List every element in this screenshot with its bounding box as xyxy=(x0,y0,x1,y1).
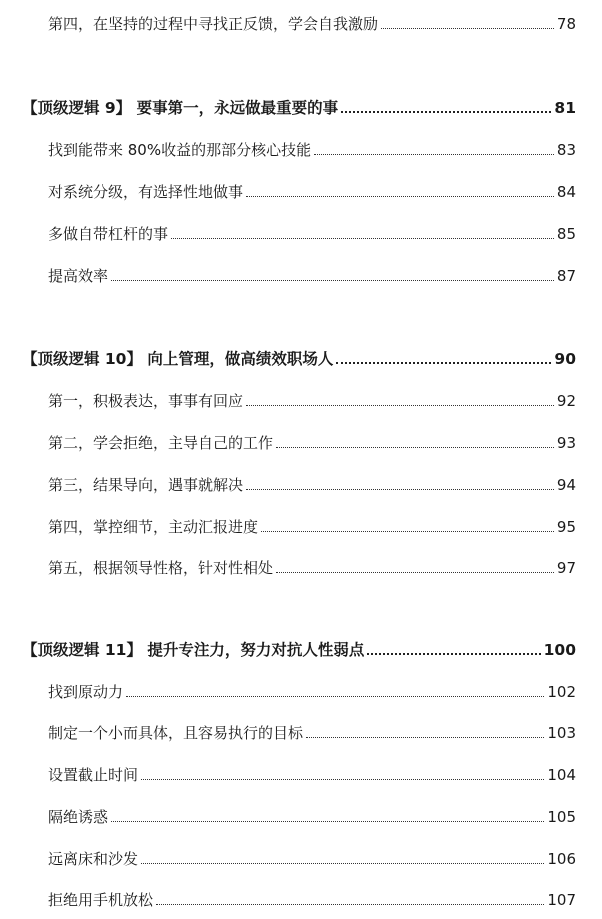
toc-entry xyxy=(48,803,576,827)
toc-entry-title: 隔绝诱惑 xyxy=(48,808,109,826)
dot-leader xyxy=(246,195,554,197)
toc-entry-page: 92 xyxy=(556,392,576,410)
toc-entry-page: 107 xyxy=(547,891,576,909)
toc-entry-page: 78 xyxy=(556,15,576,33)
toc-entry-page: 102 xyxy=(547,683,576,701)
toc-entry-title: 第三，结果导向，遇事就解决 xyxy=(48,476,244,494)
toc-entry-title: 制定一个小而具体，且容易执行的目标 xyxy=(48,724,304,742)
toc-entry xyxy=(48,136,576,160)
toc-entry-title: 多做自带杠杆的事 xyxy=(48,225,169,243)
toc-entry-title: 第二，学会拒绝，主导自己的工作 xyxy=(48,434,274,452)
toc-entry-page: 93 xyxy=(556,434,576,452)
toc-entry xyxy=(48,761,576,785)
dot-leader xyxy=(156,903,544,905)
dot-leader xyxy=(126,695,544,697)
dot-leader xyxy=(171,237,554,239)
dot-leader xyxy=(341,110,551,113)
toc-entry-page: 85 xyxy=(556,225,576,243)
toc-entry xyxy=(48,678,576,702)
toc-entry xyxy=(48,262,576,286)
toc-entry-page: 83 xyxy=(556,141,576,159)
toc-entry-page: 94 xyxy=(556,476,576,494)
toc-entry xyxy=(48,178,576,202)
toc-entry-title: 对系统分级，有选择性地做事 xyxy=(48,183,244,201)
toc-entry-page: 104 xyxy=(547,766,576,784)
toc-chapter-heading xyxy=(22,94,576,118)
toc-entry-title: 找到能带来 80%收益的那部分核心技能 xyxy=(48,141,312,159)
toc-entry-page: 105 xyxy=(547,808,576,826)
dot-leader xyxy=(246,488,554,490)
toc-entry-title: 提高效率 xyxy=(48,267,109,285)
dot-leader xyxy=(276,571,554,573)
chapter-page: 100 xyxy=(543,641,576,659)
dot-leader xyxy=(276,446,554,448)
dot-leader xyxy=(246,404,554,406)
dot-leader xyxy=(111,279,554,281)
toc-entry-title: 第四，在坚持的过程中寻找正反馈，学会自我激励 xyxy=(48,15,379,33)
toc-entry-page: 84 xyxy=(556,183,576,201)
toc-entry-title: 第五，根据领导性格，针对性相处 xyxy=(48,559,274,577)
toc-entry xyxy=(48,429,576,453)
toc-entry xyxy=(48,387,576,411)
dot-leader xyxy=(336,361,551,364)
toc-entry-title: 拒绝用手机放松 xyxy=(48,891,154,909)
dot-leader xyxy=(261,530,554,532)
dot-leader xyxy=(141,862,544,864)
toc-entry-page: 106 xyxy=(547,850,576,868)
dot-leader xyxy=(381,27,554,29)
toc-entry-page: 87 xyxy=(556,267,576,285)
chapter-title: 【顶级逻辑 9】 要事第一，永远做最重要的事 xyxy=(22,99,339,117)
toc-chapter-heading xyxy=(22,636,576,660)
toc-entry-page: 97 xyxy=(556,559,576,577)
chapter-page: 90 xyxy=(554,350,576,368)
toc-entry xyxy=(48,471,576,495)
toc-chapter-heading xyxy=(22,345,576,369)
dot-leader xyxy=(314,153,554,155)
toc-entry xyxy=(48,220,576,244)
toc-entry-title: 设置截止时间 xyxy=(48,766,139,784)
chapter-title: 【顶级逻辑 11】 提升专注力，努力对抗人性弱点 xyxy=(22,641,365,659)
chapter-title: 【顶级逻辑 10】 向上管理，做高绩效职场人 xyxy=(22,350,334,368)
dot-leader xyxy=(111,820,544,822)
chapter-page: 81 xyxy=(554,99,576,117)
toc-entry xyxy=(48,10,576,34)
toc-entry-title: 第四，掌控细节，主动汇报进度 xyxy=(48,518,259,536)
toc-entry-page: 95 xyxy=(556,518,576,536)
dot-leader xyxy=(367,652,540,655)
dot-leader xyxy=(306,736,544,738)
toc-entry-title: 第一，积极表达，事事有回应 xyxy=(48,392,244,410)
toc-entry xyxy=(48,886,576,910)
toc-entry-page: 103 xyxy=(547,724,576,742)
dot-leader xyxy=(141,778,544,780)
toc-entry-title: 找到原动力 xyxy=(48,683,124,701)
toc-entry-title: 远离床和沙发 xyxy=(48,850,139,868)
toc-entry xyxy=(48,513,576,537)
toc-entry xyxy=(48,845,576,869)
toc-entry xyxy=(48,554,576,578)
toc-entry xyxy=(48,719,576,743)
